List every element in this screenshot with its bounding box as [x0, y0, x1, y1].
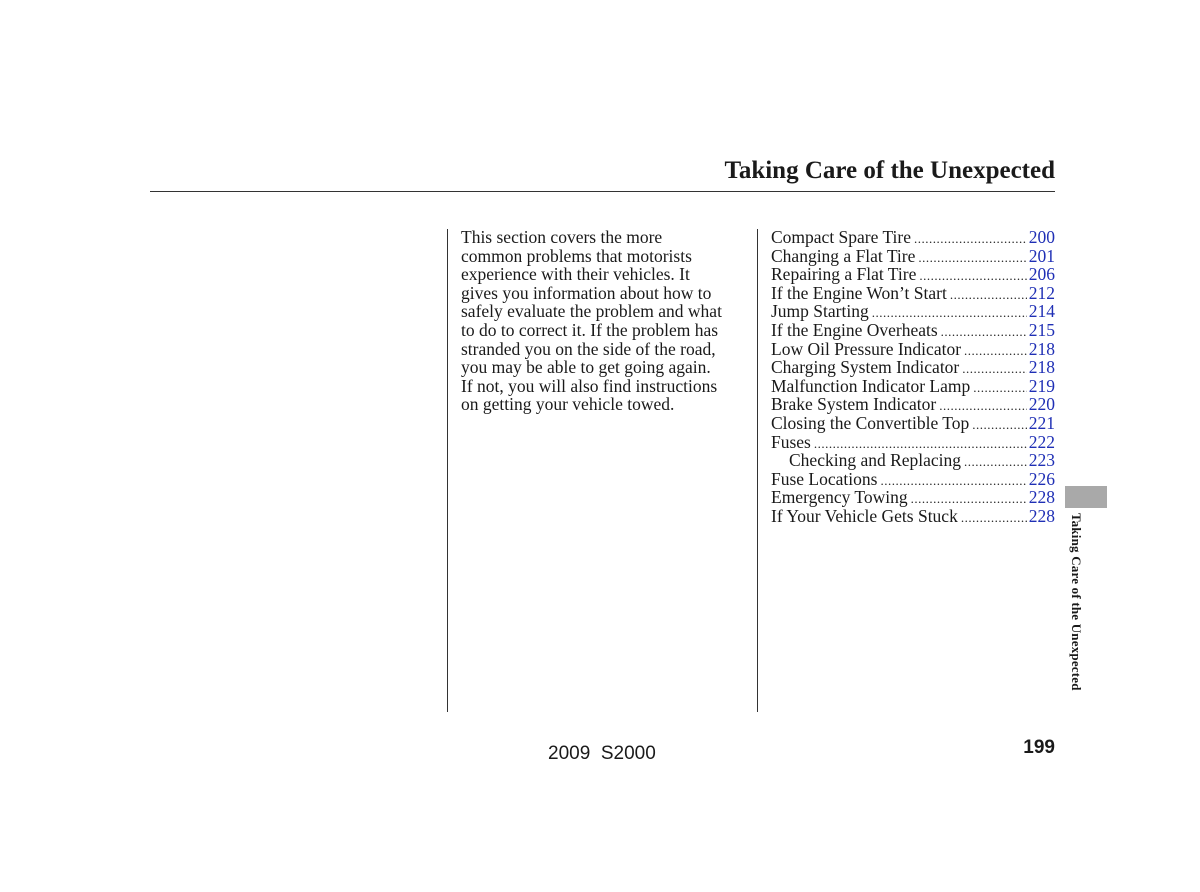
toc-label: Repairing a Flat Tire	[771, 264, 917, 285]
toc-label: Checking and Replacing	[789, 450, 962, 471]
toc-page-link[interactable]: 201	[1028, 245, 1055, 266]
toc-leader-dots	[972, 416, 1027, 435]
toc-label: If the Engine Won’t Start	[771, 282, 947, 303]
intro-paragraph	[461, 228, 753, 414]
toc-leader-dots	[964, 453, 1027, 472]
toc-page-link[interactable]: 214	[1028, 301, 1055, 322]
toc-label: Compact Spare Tire	[771, 227, 911, 247]
toc-page-link[interactable]: 200	[1028, 227, 1055, 247]
toc-item-changing-a-flat-tire[interactable]	[771, 247, 1055, 266]
toc-page-link[interactable]: 219	[1028, 375, 1055, 396]
toc-leader-dots	[973, 379, 1027, 398]
toc-page-link[interactable]: 220	[1028, 394, 1055, 415]
toc-label: Brake System Indicator	[771, 394, 937, 415]
table-of-contents	[771, 228, 1055, 526]
toc-label: Low Oil Pressure Indicator	[771, 338, 962, 359]
toc-page-link[interactable]: 218	[1028, 338, 1055, 359]
toc-leader-dots	[914, 230, 1027, 249]
column-divider-left	[447, 229, 448, 712]
toc-item-fuse-locations[interactable]	[771, 470, 1055, 489]
toc-page-link[interactable]: 206	[1028, 264, 1055, 285]
intro-line: gives you information about how to	[461, 282, 712, 303]
toc-label: If the Engine Overheats	[771, 319, 938, 340]
toc-item-emergency-towing[interactable]	[771, 488, 1055, 507]
toc-page-link[interactable]: 218	[1028, 357, 1055, 378]
toc-page-link[interactable]: 228	[1028, 505, 1055, 526]
page-number: 199	[1023, 737, 1055, 758]
toc-label: Charging System Indicator	[771, 357, 960, 378]
toc-item-engine-wont-start[interactable]	[771, 284, 1055, 303]
toc-item-malfunction-lamp[interactable]	[771, 377, 1055, 396]
toc-item-charging-system[interactable]	[771, 358, 1055, 377]
intro-line: on getting your vehicle towed.	[461, 394, 675, 415]
title-rule	[150, 191, 1055, 192]
toc-item-fuses[interactable]	[771, 433, 1055, 452]
toc-item-checking-and-replacing[interactable]	[771, 451, 1055, 470]
intro-line: to do to correct it. If the problem has	[461, 319, 719, 340]
section-side-label: Taking Care of the Unexpected	[1069, 513, 1084, 691]
toc-label: Malfunction Indicator Lamp	[771, 375, 971, 396]
toc-item-repairing-a-flat-tire[interactable]	[771, 265, 1055, 284]
toc-page-link[interactable]: 228	[1028, 487, 1055, 508]
toc-page-link[interactable]: 215	[1028, 319, 1055, 340]
intro-line: you may be able to get going again.	[461, 357, 711, 378]
intro-line: stranded you on the side of the road,	[461, 338, 716, 359]
toc-page-link[interactable]: 221	[1028, 412, 1055, 433]
intro-line: safely evaluate the problem and what	[461, 301, 722, 322]
intro-line: common problems that motorists	[461, 245, 692, 266]
intro-line: experience with their vehicles. It	[461, 264, 690, 285]
toc-leader-dots	[964, 342, 1027, 361]
toc-label: Emergency Towing	[771, 487, 908, 508]
toc-leader-dots	[950, 286, 1027, 305]
toc-label: If Your Vehicle Gets Stuck	[771, 505, 958, 526]
toc-item-engine-overheats[interactable]	[771, 321, 1055, 340]
toc-item-low-oil-pressure[interactable]	[771, 340, 1055, 359]
intro-line: If not, you will also find instructions	[461, 375, 718, 396]
toc-leader-dots	[918, 249, 1026, 268]
intro-line: This section covers the more	[461, 227, 663, 247]
toc-item-compact-spare-tire[interactable]	[771, 228, 1055, 247]
toc-page-link[interactable]: 226	[1028, 468, 1055, 489]
toc-page-link[interactable]: 222	[1028, 431, 1055, 452]
toc-page-link[interactable]: 212	[1028, 282, 1055, 303]
toc-label: Jump Starting	[771, 301, 869, 322]
toc-item-vehicle-stuck[interactable]	[771, 507, 1055, 526]
toc-leader-dots	[962, 360, 1026, 379]
toc-label: Fuse Locations	[771, 468, 878, 489]
toc-label: Changing a Flat Tire	[771, 245, 916, 266]
toc-item-jump-starting[interactable]	[771, 302, 1055, 321]
column-divider-middle	[757, 229, 758, 712]
toc-item-convertible-top[interactable]	[771, 414, 1055, 433]
section-tab-marker	[1065, 486, 1107, 508]
toc-label: Closing the Convertible Top	[771, 412, 970, 433]
toc-leader-dots	[961, 509, 1027, 528]
toc-item-brake-system[interactable]	[771, 395, 1055, 414]
toc-page-link[interactable]: 223	[1028, 450, 1055, 471]
footer-model: 2009 S2000	[548, 743, 656, 764]
toc-label: Fuses	[771, 431, 811, 452]
page-title: Taking Care of the Unexpected	[724, 157, 1055, 184]
